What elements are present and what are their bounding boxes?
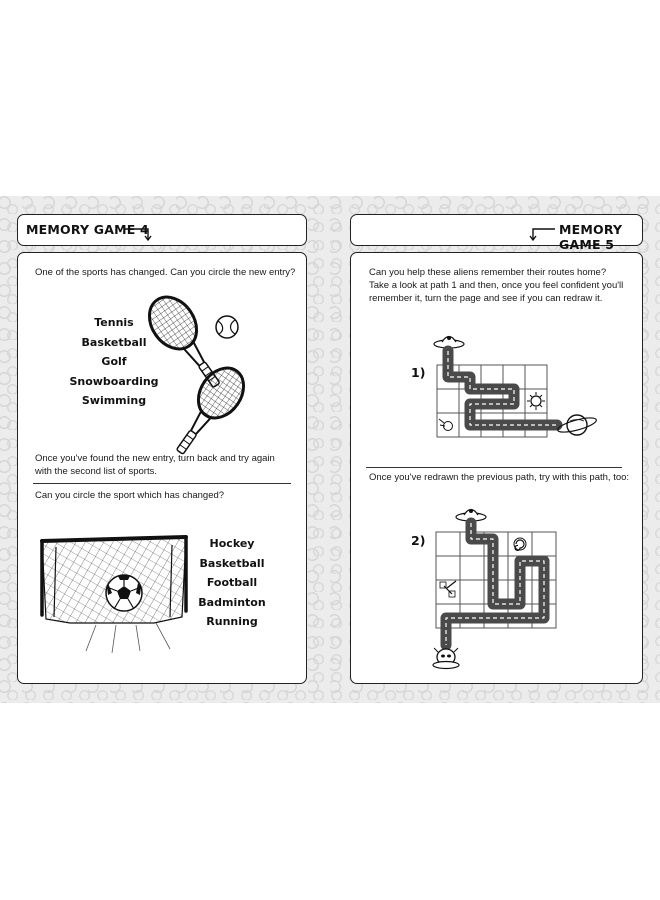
tennis-ball-icon bbox=[215, 315, 243, 343]
list-item: Badminton bbox=[198, 595, 266, 609]
planet-icon bbox=[556, 415, 597, 435]
maze-path-2 bbox=[431, 507, 571, 675]
left-instruction-line2: with the second list of sports. bbox=[35, 466, 157, 477]
right-intro-line1: Can you help these aliens remember their routes home? bbox=[369, 267, 607, 278]
list-item: Running bbox=[206, 615, 258, 628]
maze-path-1 bbox=[431, 331, 601, 441]
right-header bbox=[350, 214, 643, 252]
alien-icon bbox=[433, 648, 459, 669]
left-header bbox=[17, 214, 307, 246]
path-1-label: 1) bbox=[411, 365, 426, 380]
list-item: Basketball bbox=[199, 556, 265, 570]
list-item: Tennis bbox=[94, 316, 134, 329]
left-instruction-line1: Once you've found the new entry, turn back and try again bbox=[35, 453, 275, 464]
left-divider bbox=[33, 483, 291, 484]
list-item: Basketball bbox=[81, 335, 147, 349]
arrow-down-right-icon bbox=[122, 223, 158, 241]
tennis-racket-icon bbox=[143, 293, 243, 433]
right-panel bbox=[350, 252, 643, 684]
sports-list-2 bbox=[188, 534, 276, 632]
list-item: Golf bbox=[101, 355, 127, 368]
arrow-down-left-icon bbox=[529, 223, 559, 241]
right-divider bbox=[366, 467, 622, 468]
path-2-label: 2) bbox=[411, 533, 426, 548]
left-intro: One of the sports has changed. Can you circle the new entry? bbox=[35, 267, 296, 278]
left-page-title: MEMORY GAME 4 bbox=[26, 222, 149, 237]
left-question: Can you circle the sport which has changed? bbox=[35, 490, 225, 501]
galaxy-icon bbox=[514, 538, 526, 550]
right-page-title: MEMORY GAME 5 bbox=[559, 222, 623, 252]
right-intro-line3: remember it, turn the page and see if you can redraw it. bbox=[369, 293, 603, 304]
list-item: Snowboarding bbox=[69, 374, 159, 388]
list-item: Hockey bbox=[209, 537, 255, 550]
football-goal-icon bbox=[36, 531, 196, 641]
right-instruction: Once you've redrawn the previous path, try with this path, too: bbox=[369, 472, 630, 483]
left-panel bbox=[17, 252, 307, 684]
book-spread bbox=[0, 196, 660, 703]
right-intro-line2: Take a look at path 1 and then, once you feel confident you'll bbox=[369, 280, 624, 291]
list-item: Football bbox=[206, 576, 258, 589]
list-item: Swimming bbox=[81, 394, 147, 407]
